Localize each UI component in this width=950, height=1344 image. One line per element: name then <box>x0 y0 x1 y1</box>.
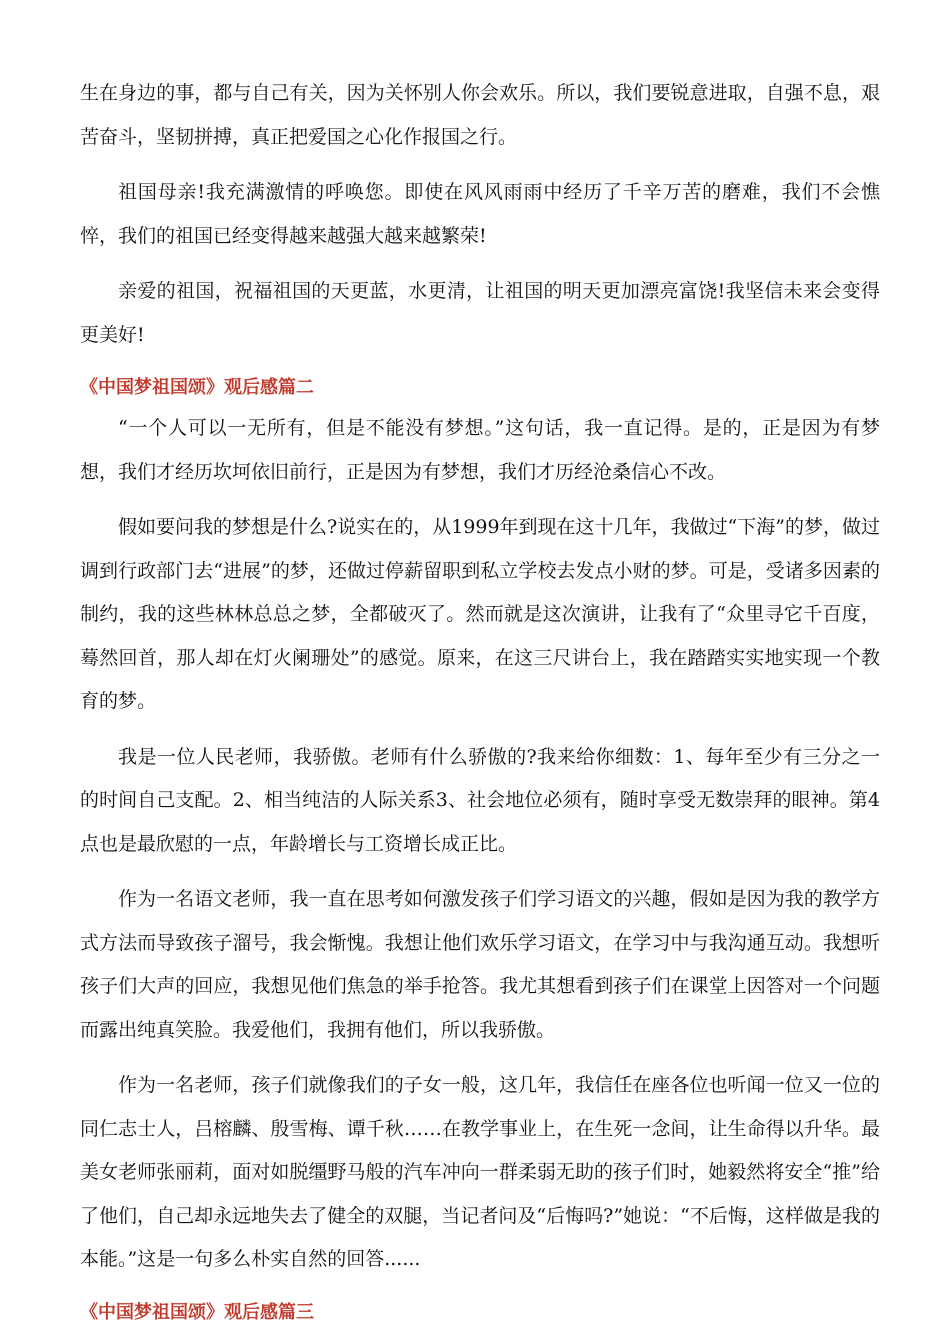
section-heading-3: 《中国梦祖国颂》观后感篇三 <box>80 1301 314 1323</box>
paragraph-gap <box>80 866 880 878</box>
paragraph: 祖国母亲!我充满激情的呼唤您。即使在风风雨雨中经历了千辛万苦的磨难，我们不会憔悴，我们的祖国已经变得越来越强大越来越繁荣! <box>80 181 880 247</box>
paragraph: 作为一名语文老师，我一直在思考如何激发孩子们学习语文的兴趣，假如是因为我的教学方式方法而导致孩子溜号，我会惭愧。我想让他们欢乐学习语文，在学习中与我沟通互动。我想听孩子们大声的回应，我想见他们焦急的举手抢答。我尤其想看到孩子们在课堂上因答对一个问题而露出纯真笑脸。我爱他们，我拥有他们，所以我骄傲。 <box>80 888 880 1041</box>
paragraph-gap <box>80 724 880 736</box>
paragraph: 假如要问我的梦想是什么?说实在的，从1999年到现在这十几年，我做过“下海”的梦，做过调到行政部门去“进展”的梦，还做过停薪留职到私立学校去发点小财的梦。可是，受诸多因素的制约，我的这些林林总总之梦，全都破灭了。然而就是这次演讲，让我有了“众里寻它千百度，蓦然回首，那人却在灯火阑珊处”的感觉。原来，在这三尺讲台上，我在踏踏实实地实现一个教育的梦。 <box>80 516 880 712</box>
paragraph-gap <box>80 159 880 171</box>
paragraph-gap <box>80 494 880 506</box>
section-heading-2: 《中国梦祖国颂》观后感篇二 <box>80 377 314 398</box>
paragraph-gap <box>80 1052 880 1064</box>
paragraph-gap <box>80 357 880 369</box>
paragraph: 我是一位人民老师，我骄傲。老师有什么骄傲的?我来给你细数：1、每年至少有三分之一的时间自己支配。2、相当纯洁的人际关系3、社会地位必须有，随时享受无数崇拜的眼神。第4点也是最欣慰的一点，年龄增长与工资增长成正比。 <box>80 745 880 855</box>
paragraph: 作为一名老师，孩子们就像我们的子女一般，这几年，我信任在座各位也听闻一位又一位的同仁志士人，吕榕麟、殷雪梅、谭千秋……在教学事业上，在生死一念间，让生命得以升华。最美女老师张丽莉，面对如脱缰野马般的汽车冲向一群柔弱无助的孩子们时，她毅然将安全“推”给了他们，自己却永远地失去了健全的双腿，当记者问及“后悔吗?”她说：“不后悔，这样做是我的本能。”这是一句多么朴实自然的回答...... <box>80 1074 880 1270</box>
paragraph-gap <box>80 1282 880 1294</box>
paragraph-gap <box>80 258 880 270</box>
paragraph-continued: 生在身边的事，都与自己有关，因为关怀别人你会欢乐。所以，我们要锐意进取，自强不息，艰苦奋斗，坚韧拼搏，真正把爱国之心化作报国之行。 <box>80 82 880 148</box>
document-body <box>80 72 880 1332</box>
paragraph: “一个人可以一无所有，但是不能没有梦想。”这句话，我一直记得。是的，正是因为有梦想，我们才经历坎坷依旧前行，正是因为有梦想，我们才历经沧桑信心不改。 <box>80 417 880 483</box>
paragraph: 亲爱的祖国，祝福祖国的天更蓝，水更清，让祖国的明天更加漂亮富饶!我坚信未来会变得更美好! <box>80 280 880 346</box>
